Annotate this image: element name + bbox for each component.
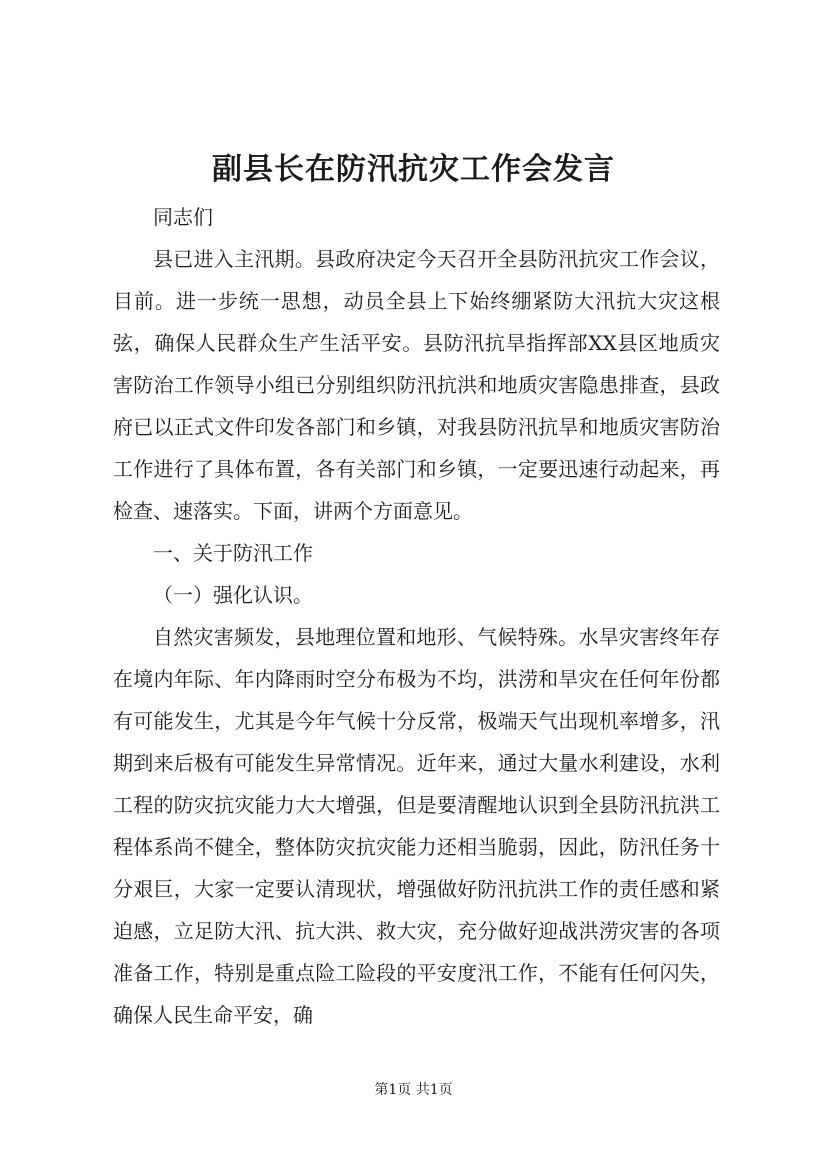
section-heading-flood-work: 一、关于防汛工作	[153, 541, 313, 565]
paragraph-natural-disasters: 自然灾害频发，县地理位置和地形、气候特殊。水旱灾害终年存在境内年际、年内降雨时空分布极为不均，洪涝和旱灾在任何年份都有可能发生，尤其是今年气候十分反常，极端天气出现机率增多，汛期到来后极有可能发生异常情况。近年来，通过大量水利建设，水利工程的防灾抗灾能力大大增强，但是要清醒地认识到全县防汛抗洪工程体系尚不健全，整体防灾抗灾能力还相当脆弱，因此，防汛任务十分艰巨，大家一定要认清现状，增强做好防汛抗洪工作的责任感和紧迫感，立足防大汛、抗大洪、救大灾，充分做好迎战洪涝灾害的各项准备工作，特别是重点险工险段的平安度汛工作，不能有任何闪失，确保人民生命平安，确	[113, 625, 720, 1027]
paragraph-intro: 县已进入主汛期。县政府决定今天召开全县防汛抗灾工作会议，目前。进一步统一思想，动员全县上下始终绷紧防大汛抗大灾这根弦，确保人民群众生产生活平安。县防汛抗旱指挥部XX县区地质灾害防治工作领导小组已分别组织防汛抗洪和地质灾害隐患排查，县政府已以正式文件印发各部门和乡镇，对我县防汛抗旱和地质灾害防治工作进行了具体布置，各有关部门和乡镇，一定要迅速行动起来，再检查、速落实。下面，讲两个方面意见。	[113, 247, 720, 523]
page-footer: 第1页 共1页	[374, 1082, 453, 1098]
salutation: 同志们	[153, 205, 213, 229]
subsection-heading-awareness: （一）强化认识。	[153, 583, 313, 607]
document-title: 副县长在防汛抗灾工作会发言	[212, 152, 615, 187]
document-body	[113, 196, 720, 1036]
